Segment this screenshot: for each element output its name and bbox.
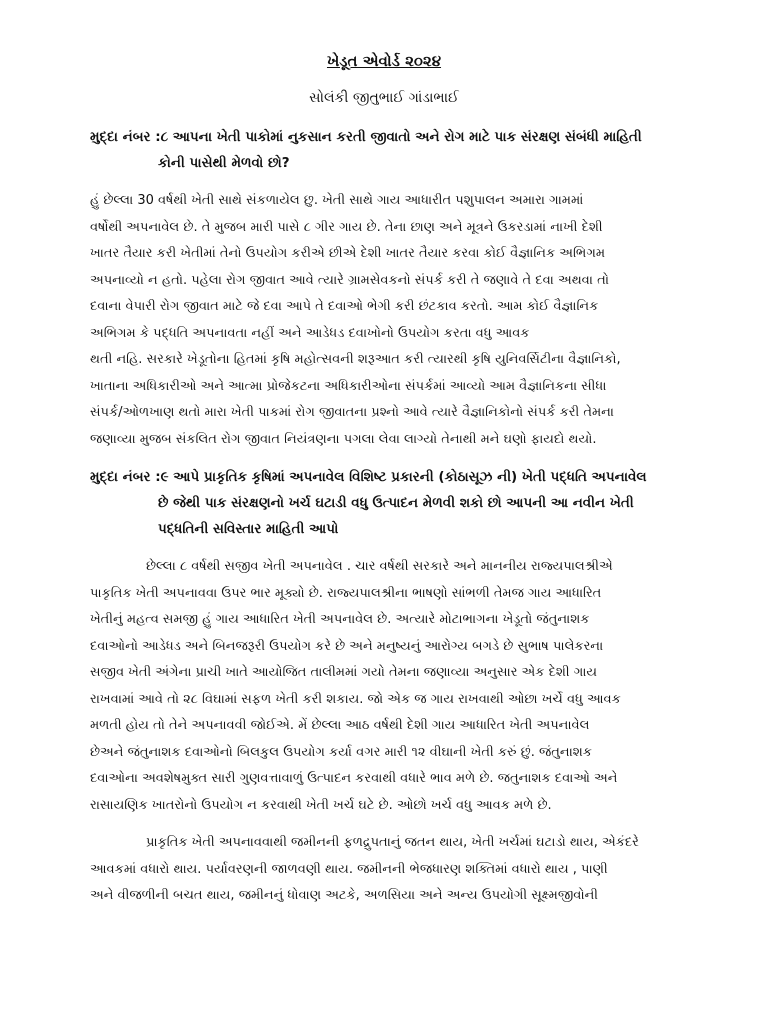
document-title: ખેડૂત એવોર્ડ ૨૦૨૪ bbox=[326, 52, 442, 70]
answer-2-line: સજીવ ખેતી અંગેના પ્રાચી ખાતે આયોજિત તાલીમમાં ગયો તેમના જણાવ્યા અનુસાર એક દેશી ગાય bbox=[90, 665, 598, 680]
answer-2-line: રાખવામાં આવે તો ૨૮ વિઘામાં સફળ ખેતી કરી શકાય. જો એક જ ગાય રાખવાથી ઓછા ખર્ચે વધુ આવક bbox=[90, 691, 621, 707]
answer-1-line: અપનાવ્યો ન હતો. પહેલા રોગ જીવાત આવે ત્યારે ગ્રામસેવકનો સંપર્ક કરી તે જણાવે તે દવા અથવા તો bbox=[90, 272, 609, 288]
answer-3-paragraph bbox=[90, 830, 700, 910]
answer-1-line: થતી નહિ. સરકારે ખેડૂતોના હિતમાં કૃષિ મહોત્સવની શરૂઆત કરી ત્યારથી કૃષિ યુનિવર્સિટીના વૈજ્ઞાનિકો, bbox=[90, 352, 621, 367]
answer-2-line: દવાઓના અવશેષમુક્ત સારી ગુણવત્તાવાળું ઉત્પાદન કરવાથી વધારે ભાવ મળે છે. જતુનાશક દવાઓ અને bbox=[90, 771, 618, 786]
answer-1-line: અભિગમ કે પદ્ધતિ અપનાવતા નહીં અને આડેધડ દવાખોનો ઉપયોગ કરતા વધુ આવક bbox=[90, 325, 530, 341]
author-name: સોલંકી જીતુભાઈ ગાંડાભાઈ bbox=[309, 90, 459, 106]
question-1-heading bbox=[90, 124, 700, 176]
question-2-line-3: પદ્ધતિની સવિસ્તાર માહિતી આપો bbox=[158, 521, 339, 537]
answer-1-paragraph bbox=[90, 188, 700, 453]
answer-2-line: છેલ્લા ૮ વર્ષથી સજીવ ખેતી અપનાવેલ . ચાર વર્ષથી સરકારે અને માનનીય રાજ્યપાલશ્રીએ bbox=[146, 559, 613, 574]
answer-2-line: ખેતીનું મહત્વ સમજી હું ગાય આધારિત ખેતી અપનાવેલ છે. અત્યારે મોટાભાગના ખેડૂતો જંતુનાશક bbox=[90, 612, 590, 627]
answer-2-line: દવાઓનો આડેધડ અને બિનજરૂરી ઉપયોગ કરે છે અને મનુષ્યનું આરોગ્ય બગડે છે સુભાષ પાલેકરના bbox=[90, 638, 604, 654]
answer-1-line: જણાવ્યા મુજબ સંકલિત રોગ જીવાત નિયંત્રણના પગલા લેવા લાગ્યો તેનાથી મને ઘણો ફાયદો થયો. bbox=[90, 431, 597, 447]
question-2-line-1: મુદ્દા નંબર :૯ આપે પ્રાકૃતિક કૃષિમાં અપનાવેલ વિશિષ્ટ પ્રકારની (કોઠાસૂઝ ની) ખેતી પદ્ધતિ અપનાવેલ bbox=[90, 469, 647, 485]
answer-1-line: દવાના વેપારી રોગ જીવાત માટે જે દવા આપે તે દવાઓ ભેગી કરી છંટકાવ કરતો. આમ કોઈ વૈજ્ઞાનિક bbox=[90, 299, 599, 314]
answer-3-line: પ્રાકૃતિક ખેતી અપનાવવાથી જમીનની ફળદ્રુપતાનું જતન થાય, ખેતી ખર્ચમાં ઘટાડો થાય, એકંદરે bbox=[146, 835, 639, 850]
answer-2-paragraph bbox=[90, 554, 700, 819]
answer-1-line: હું છેલ્લા 30 વર્ષથી ખેતી સાથે સંકળાયેલ છુ. ખેતી સાથે ગાય આધારીત પશુપાલન અમારા ગામમાં bbox=[90, 193, 584, 208]
answer-3-line: આવકમાં વધારો થાય. પર્યાવરણની જાળવણી થાય. જમીનની ભેજધારણ શક્તિમાં વધારો થાય , પાણી bbox=[90, 861, 608, 877]
answer-1-line: વર્ષોથી અપનાવેલ છે. તે મુજબ મારી પાસે ૮ ગીર ગાય છે. તેના છાણ અને મૂત્રને ઉકરડામાં નાખી દેશી bbox=[90, 219, 603, 235]
answer-2-line: મળતી હોય તો તેને અપનાવવી જોઈએ. મેં છેલ્લા આઠ વર્ષથી દેશી ગાય આધારિત ખેતી અપનાવેલ bbox=[90, 718, 590, 733]
question-2-line-2: છે જેથી પાક સંરક્ષણનો ખર્ચ ઘટાડી વધુ ઉત્પાદન મેળવી શકો છો આપની આ નવીન ખેતી bbox=[158, 495, 634, 511]
answer-1-line: ખાતર તૈયાર કરી ખેતીમાં તેનો ઉપયોગ કરીએ છીએ દેશી ખાતર તૈયાર કરવા કોઈ વૈજ્ઞાનિક અભિગમ bbox=[90, 246, 605, 261]
question-2-heading bbox=[90, 464, 700, 542]
question-1-line-2: કોની પાસેથી મેળવો છો? bbox=[158, 155, 290, 171]
answer-1-line: ખાતાના અધિકારીઓ અને આત્મા પ્રોજેકટના અધિકારીઓના સંપર્કમાં આવ્યો આમ વૈજ્ઞાનિકના સીધા bbox=[90, 378, 607, 394]
answer-2-line: છેઅને જંતુનાશક દવાઓનો બિલકુલ ઉપયોગ કર્યા વગર મારી ૧૨ વીઘાની ખેતી કરું છું. જંતુનાશક bbox=[90, 744, 592, 760]
answer-3-line: અને વીજળીની બચત થાય, જમીનનું ધોવાણ અટકે, અળસિયા અને અન્ય ઉપયોગી સૂક્ષ્મજીવોની bbox=[90, 888, 599, 903]
answer-2-line: પાકૃતિક ખેતી અપનાવવા ઉપર ભાર મૂક્યો છે. રાજ્યપાલશ્રીના ભાષણો સાંભળી તેમજ ગાય આધારિત bbox=[90, 585, 602, 601]
answer-2-line: રાસાયણિક ખાતરોનો ઉપયોગ ન કરવાથી ખેતી ખર્ચ ઘટે છે. ઓછો ખર્ચ વધુ આવક મળે છે. bbox=[90, 797, 552, 813]
answer-1-line: સંપર્ક/ઓળખાણ થતો મારા ખેતી પાકમાં રોગ જીવાતના પ્રશ્નો આવે ત્યારે વૈજ્ઞાનિકોનો સંપર્ક કરી તેમના bbox=[90, 405, 614, 420]
question-1-line-1: મુદ્દા નંબર :૮ આપના ખેતી પાકોમાં નુકસાન કરતી જીવાતો અને રોગ માટે પાક સંરક્ષણ સંબંધી માહિતી bbox=[90, 129, 642, 145]
